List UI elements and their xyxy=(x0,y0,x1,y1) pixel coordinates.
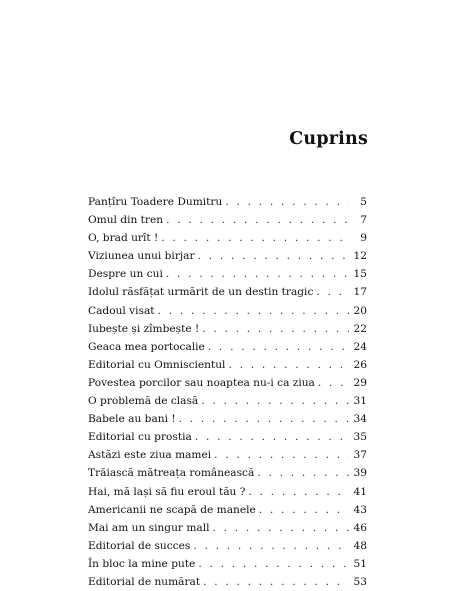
toc-entry-page-number: 39 xyxy=(353,467,367,480)
toc-entry-page-number: 26 xyxy=(353,358,367,371)
dot-leader xyxy=(193,537,349,555)
dot-leader xyxy=(316,283,349,301)
toc-entry xyxy=(88,356,367,374)
toc-entry-title: Iubește și zîmbește ! xyxy=(88,322,200,335)
toc-entry-title: Idolul răsfățat urmărit de un destin tragic xyxy=(88,286,314,299)
toc-entry xyxy=(88,247,367,265)
toc-entry xyxy=(88,193,367,211)
dot-leader xyxy=(195,428,349,446)
toc-entry-page-number: 9 xyxy=(360,232,367,245)
toc-heading: Cuprins xyxy=(289,129,368,149)
dot-leader xyxy=(198,247,349,265)
dot-leader xyxy=(225,193,349,211)
toc-entry-page-number: 37 xyxy=(353,449,367,462)
toc-entry-title: Astăzi este ziua mamei xyxy=(88,449,212,462)
toc-entry-title: Editorial de succes xyxy=(88,539,191,552)
toc-entry-title: Editorial de numărat xyxy=(88,575,201,588)
toc-entry xyxy=(88,573,367,591)
toc-entry-title: Cadoul visat xyxy=(88,304,155,317)
dot-leader xyxy=(166,265,349,283)
toc-entry-title: Geaca mea portocalie xyxy=(88,340,205,353)
toc-entry-page-number: 15 xyxy=(353,268,367,281)
toc-entry-page-number: 48 xyxy=(353,539,367,552)
toc-entry xyxy=(88,501,367,519)
toc-entry-page-number: 46 xyxy=(353,521,367,534)
toc-entry xyxy=(88,302,367,320)
toc-entry xyxy=(88,537,367,555)
toc-entry-title: O, brad urît ! xyxy=(88,232,159,245)
toc-entry-page-number: 51 xyxy=(353,557,367,570)
dot-leader xyxy=(198,555,349,573)
toc-entry-title: Panțîru Toadere Dumitru xyxy=(88,196,223,208)
toc-entry xyxy=(88,483,367,501)
toc-entry xyxy=(88,283,367,301)
dot-leader xyxy=(161,229,349,247)
toc-entry-title: Hai, mă lași să fiu eroul tău ? xyxy=(88,485,246,498)
toc-entry-page-number: 29 xyxy=(353,376,367,389)
toc-entry-page-number: 17 xyxy=(353,286,367,299)
toc-entry xyxy=(88,320,367,338)
toc-entry xyxy=(88,464,367,482)
toc-entry-title: Povestea porcilor sau noaptea nu-i ca ziua xyxy=(88,376,315,389)
toc-entry-page-number: 24 xyxy=(353,340,367,353)
dot-leader xyxy=(257,464,349,482)
toc-entry-page-number: 7 xyxy=(360,214,367,227)
toc-entry xyxy=(88,265,367,283)
toc-entry-title: Babele au bani ! xyxy=(88,413,176,426)
dot-leader xyxy=(166,211,349,229)
toc-entry-page-number: 12 xyxy=(353,250,367,263)
toc-entry-page-number: 43 xyxy=(353,503,367,516)
dot-leader xyxy=(201,392,349,410)
toc-entry-title: În bloc la mine pute xyxy=(88,557,196,570)
toc-entry-title: Omul din tren xyxy=(88,214,164,227)
dot-leader xyxy=(259,501,349,519)
toc-entry-title: Editorial cu Omniscientul xyxy=(88,358,226,371)
toc-list xyxy=(88,193,367,591)
dot-leader xyxy=(179,410,349,428)
dot-leader xyxy=(202,320,349,338)
toc-entry xyxy=(88,229,367,247)
toc-entry-page-number: 31 xyxy=(353,395,367,408)
dot-leader xyxy=(318,374,349,392)
toc-entry-title: Mai am un singur mall xyxy=(88,521,210,534)
toc-entry-title: Viziunea unui birjar xyxy=(88,250,195,263)
toc-entry-page-number: 5 xyxy=(360,196,367,208)
toc-entry-title: Trăiască mătreața românească xyxy=(88,467,255,480)
toc-entry-page-number: 53 xyxy=(353,575,367,588)
toc-entry-page-number: 35 xyxy=(353,431,367,444)
toc-entry-title: Editorial cu prostia xyxy=(88,431,192,444)
toc-entry-title: Americanii ne scapă de manele xyxy=(88,503,256,516)
toc-entry xyxy=(88,519,367,537)
toc-entry-page-number: 41 xyxy=(353,485,367,498)
toc-entry-page-number: 22 xyxy=(353,322,367,335)
toc-entry-page-number: 34 xyxy=(353,413,367,426)
toc-entry xyxy=(88,555,367,573)
dot-leader xyxy=(228,356,349,374)
toc-entry xyxy=(88,338,367,356)
toc-entry xyxy=(88,446,367,464)
dot-leader xyxy=(214,446,349,464)
dot-leader xyxy=(212,519,349,537)
dot-leader xyxy=(203,573,349,591)
toc-entry xyxy=(88,392,367,410)
toc-entry-page-number: 20 xyxy=(353,304,367,317)
toc-entry xyxy=(88,410,367,428)
toc-entry xyxy=(88,374,367,392)
dot-leader xyxy=(248,483,349,501)
toc-entry-title: Despre un cui xyxy=(88,268,163,281)
dot-leader xyxy=(158,302,349,320)
toc-entry xyxy=(88,211,367,229)
toc-entry-title: O problemă de clasă xyxy=(88,395,199,408)
dot-leader xyxy=(208,338,349,356)
toc-entry xyxy=(88,428,367,446)
